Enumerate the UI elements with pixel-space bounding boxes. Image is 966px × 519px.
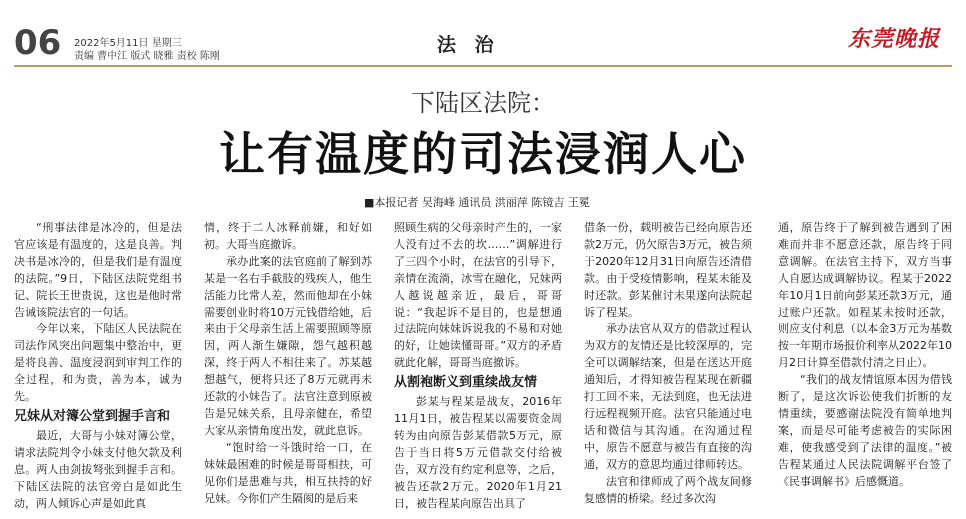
issue-date: 2022年5月11日 星期三 (74, 38, 182, 49)
paragraph: 承办法官从双方的借款过程认为双方的友情还是比较深厚的，完全可以调解结案，但是在送达开庭通知后，才得知被告程某现在新疆打工回不来，无法到庭，也无法进行远程视频开庭。法官只能通过电话和微信与其沟通。在沟通过程中，原告不愿意与被告有直接的沟通，双方的意思均通过律师转达。 (584, 322, 752, 471)
page-number: 06 (14, 23, 62, 63)
header-divider (14, 65, 952, 67)
paragraph: 承办此案的法官庭前了解到苏某是一名右手截肢的残疾人，他生活能力比常人差，然而他却在小妹需要创业时将10万元钱借给她，后来由于父母亲生活上需要照顾等原因，两人渐生嫌隙，怨气越积越深，终于两人不相往来了。苏某越想越气，便将只还了8万元就再未还款的小妹告了。法官注意到原被告是兄妹关系，且母亲健在，希望大家从亲情角度出发，就此息诉。 (204, 254, 372, 437)
paragraph: “饱时给一斗饿时给一口，在妹妹最困难的时候是哥哥相扶，可见你们是患难与共，相互扶持的好兄妹。今你们产生隔阂的是后来 (204, 440, 372, 505)
article-column-5 (778, 220, 952, 519)
article-subtitle: 下陆区法院： (411, 89, 555, 117)
paragraph: “刑事法律是冰冷的，但是法官应该是有温度的，这是良善。判决书是冰冷的，但是我们是有温度的法院。”9日，下陆区法院党组书记、院长王世贵说，这也是他时常告诫该院法官的一句话。 (14, 221, 182, 319)
article-column-3 (394, 220, 562, 519)
section-heading: 兄妹从对簿公堂到握手言和 (14, 408, 171, 424)
paragraph: 借条一份，载明被告已经向原告还款2万元，仍欠原告3万元，被告须于2020年12月31日向原告还清借款。由于受疫情影响，程某未能及时还款。彭某催讨未果遂向法院起诉了程某。 (584, 221, 752, 319)
article-column-4 (584, 220, 752, 519)
paragraph: 通，原告终于了解到被告遇到了困难而并非不愿意还款，原告终于同意调解。在法官主持下，双方当事人自愿达成调解协议。程某于2022年10月1日前向彭某还款3万元，通过账户还款。如程某未按时还款，则应支付利息（以本金3万元为基数按一年期市场报价利率从2022年10月2日计算至借款付清之日止）。 (778, 221, 952, 370)
paragraph: 法官和律师成了两个战友间修复感情的桥梁。经过多次沟 (584, 474, 752, 505)
paragraph: 今年以来，下陆区人民法院在司法作风突出问题集中整治中，更是将良善、温度浸润到审判工作的全过程，和为贵，善为本，诚为先。 (14, 322, 182, 404)
paragraph: “我们的战友情谊原本因为借钱断了，是这次诉讼使我们折断的友情重续，要感谢法院没有简单地判案，而是尽可能考虑被告的实际困难，使我感受到了法律的温度。”被告程某通过人民法院调解平台签了《民事调解书》后感慨道。 (778, 373, 952, 488)
section-heading: 从割袍断义到重续战友情 (394, 375, 538, 391)
paragraph: 彭某与程某是战友，2016年11月1日，被告程某以需要资金周转为由向原告彭某借款5万元，原告于当日将5万元借款交付给被告，双方没有约定利息等，之后，被告还款2万元。2020年1月21日，被告程某向原告出具了 (394, 395, 562, 510)
article-column-2 (204, 220, 372, 519)
editor-credits: 责编 曹中江 版式 晓雅 责校 陈刚 (74, 51, 220, 62)
article-byline: ■本报记者 吴海峰 通讯员 洪丽萍 陈镜吉 王冕 (364, 196, 590, 209)
paragraph: 照顾生病的父母亲时产生的，一家人没有过不去的坎……”调解进行了三四个小时，在法官的引导下，亲情在流淌，冰雪在融化，兄妹两人越说越亲近，最后，哥哥说：“我起诉不是目的，也是想通过法院向妹妹诉说我的不易和对她的好，让她读懂哥哥。”双方的矛盾就此化解，哥哥当庭撤诉。 (394, 221, 562, 370)
paragraph: 最近，大哥与小妹对簿公堂，请求法院判令小妹支付他欠款及利息。两人由剑拔弩张到握手言和。下陆区法院的法官旁白是如此生动，两人倾诉心声是如此真 (14, 428, 182, 510)
article-title: 让有温度的司法浸润人心 (219, 127, 747, 181)
paragraph: 情，终于二人冰释前嫌，和好如初。大哥当庭撤诉。 (204, 221, 372, 251)
newspaper-logo: 东莞晚报 (848, 26, 941, 52)
section-title: 法 治 (437, 34, 500, 56)
issue-meta (74, 37, 220, 63)
page-header (0, 0, 966, 66)
article-column-1 (14, 220, 182, 519)
